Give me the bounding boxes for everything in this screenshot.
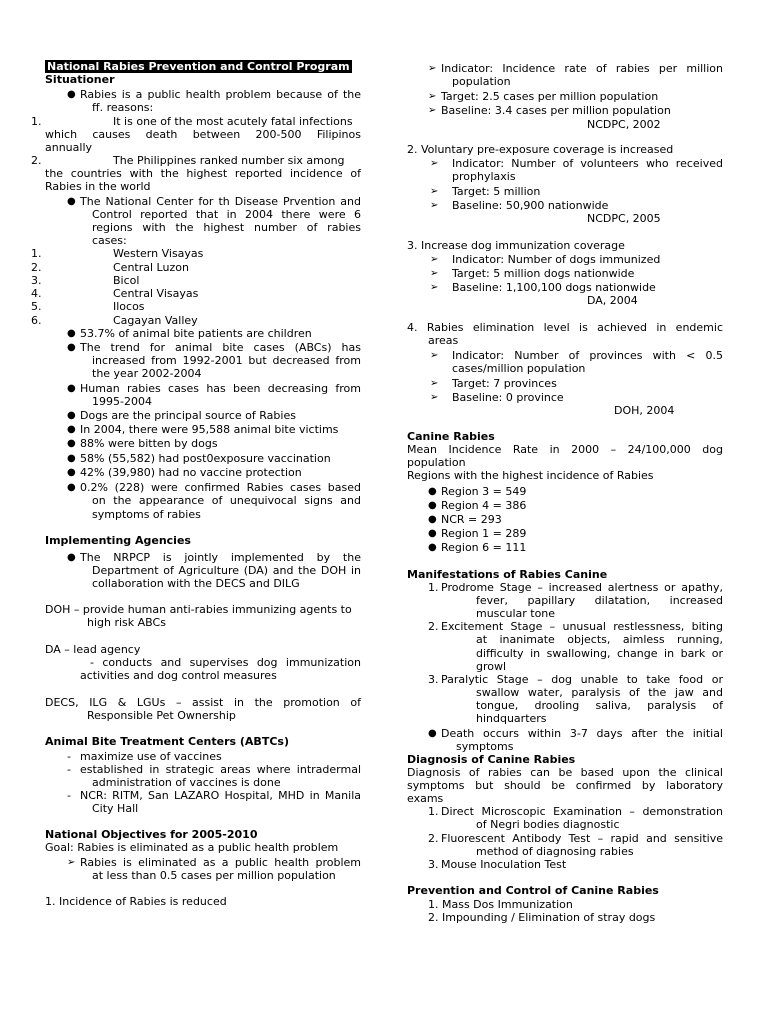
bullet-icon: ● [428, 486, 437, 497]
bullet-icon: ● [67, 342, 76, 353]
manifestation-line: swallow water, paralysis of the jaw and [476, 686, 723, 699]
manifestation-line: difficulty in swallowing, change in bark or [476, 647, 723, 660]
region-number: 4. [31, 287, 42, 300]
obj4-indicator-line: Indicator: Number of provinces with < 0.5 [452, 349, 723, 362]
arrow-bullet-icon: ➢ [430, 378, 439, 389]
situationer-item-line: The Philippines ranked number six among [113, 154, 345, 167]
doh-line: high risk ABCs [87, 616, 166, 629]
bullet-icon: ● [428, 542, 437, 553]
diagnosis-line: Mouse Inoculation Test [441, 858, 567, 871]
region-number: 2. [31, 261, 42, 274]
bullet-icon: ● [67, 552, 76, 563]
objectives-line: at less than 0.5 cases per million population [92, 869, 336, 882]
doh-line: DOH – provide human anti-rabies immunizing agents to [45, 603, 352, 616]
obj4-baseline: Baseline: 0 province [452, 391, 564, 404]
bullet-icon: ● [67, 89, 76, 100]
situationer-item-line: the countries with the highest reported incidence of [45, 167, 361, 180]
fact-line: increased from 1992-2001 but decreased from [92, 354, 361, 367]
situationer-intro-line: Rabies is a public health problem because of the [80, 88, 361, 101]
obj2-source: NCDPC, 2005 [587, 212, 661, 225]
abtc-heading: Animal Bite Treatment Centers (ABTCs) [45, 735, 289, 748]
fact-line: 58% (55,582) had post0exposure vaccination [80, 452, 331, 465]
abtc-line: NCR: RITM, San LAZARO Hospital, MHD in Manila [80, 789, 361, 802]
arrow-bullet-icon: ➢ [430, 200, 439, 211]
arrow-bullet-icon: ➢ [430, 158, 439, 169]
implementing-line: The NRPCP is jointly implemented by the [80, 551, 361, 564]
obj3-indicator: Indicator: Number of dogs immunized [452, 253, 661, 266]
arrow-bullet-icon: ➢ [428, 91, 437, 102]
canine-region-item: NCR = 293 [441, 513, 502, 526]
obj1-indicator-line: Indicator: Incidence rate of rabies per million [441, 62, 723, 75]
item-number: 2. [31, 154, 42, 167]
fact-line: symptoms of rabies [92, 508, 201, 521]
diagnosis-intro-line: symptoms but should be confirmed by laboratory [407, 779, 723, 792]
manifestations-heading: Manifestations of Rabies Canine [407, 568, 608, 581]
dash-marker: - [67, 763, 71, 776]
region-name: Central Visayas [113, 287, 199, 300]
fact-line: on the appearance of unequivocal signs and [92, 494, 361, 507]
canine-mean-line: Mean Incidence Rate in 2000 – 24/100,000 dog [407, 443, 723, 456]
objective-1-title: 1. Incidence of Rabies is reduced [45, 895, 227, 908]
arrow-bullet-icon: ➢ [430, 186, 439, 197]
death-line: Death occurs within 3-7 days after the initial [441, 727, 723, 740]
obj4-source: DOH, 2004 [614, 404, 675, 417]
situationer-item-line: annually [45, 141, 93, 154]
canine-region-item: Region 4 = 386 [441, 499, 527, 512]
obj2-target: Target: 5 million [452, 185, 541, 198]
canine-region-item: Region 3 = 549 [441, 485, 527, 498]
manifestation-line: tongue, drooling saliva, paralysis of [476, 699, 723, 712]
manifestation-line: growl [476, 660, 507, 673]
manifestation-line: Excitement Stage – unusual restlessness, biting [441, 620, 723, 633]
item-number: 1. [428, 805, 439, 818]
obj4-title-line: areas [428, 334, 459, 347]
item-number: 1. [428, 581, 439, 594]
ncdpc-line: The National Center for th Disease Prvention and [80, 195, 361, 208]
canine-mean-line: population [407, 456, 466, 469]
dash-marker: - [67, 750, 71, 763]
obj1-target: Target: 2.5 cases per million population [441, 90, 659, 103]
fact-line: 42% (39,980) had no vaccine protection [80, 466, 302, 479]
objectives-goal: Goal: Rabies is eliminated as a public health problem [45, 841, 339, 854]
fact-line: Human rabies cases has been decreasing from [80, 382, 361, 395]
arrow-bullet-icon: ➢ [428, 63, 437, 74]
prevention-item: 2. Impounding / Elimination of stray dogs [428, 911, 656, 924]
implementing-line: collaboration with the DECS and DILG [92, 577, 300, 590]
obj2-baseline: Baseline: 50,900 nationwide [452, 199, 609, 212]
ncdpc-line: regions with the highest number of rabies [92, 221, 361, 234]
item-number: 3. [428, 673, 439, 686]
abtc-line: established in strategic areas where intradermal [80, 763, 361, 776]
region-name: Bicol [113, 274, 140, 287]
diagnosis-line: Direct Microscopic Examination – demonstration [441, 805, 723, 818]
ncdpc-line: Control reported that in 2004 there were 6 [92, 208, 361, 221]
region-name: Central Luzon [113, 261, 189, 274]
da-line: activities and dog control measures [80, 669, 277, 682]
bullet-icon: ● [67, 467, 76, 478]
prevention-item: 1. Mass Dos Immunization [428, 898, 573, 911]
manifestation-line: at inanimate objects, aimless running, [476, 633, 723, 646]
obj3-baseline: Baseline: 1,100,100 dogs nationwide [452, 281, 656, 294]
obj1-source: NCDPC, 2002 [587, 118, 661, 131]
bullet-icon: ● [67, 453, 76, 464]
situationer-heading: Situationer [45, 73, 115, 86]
obj2-title: 2. Voluntary pre-exposure coverage is increased [407, 143, 674, 156]
bullet-icon: ● [428, 528, 437, 539]
region-number: 3. [31, 274, 42, 287]
situationer-item-line: which causes death between 200-500 Filipinos [45, 128, 361, 141]
obj2-indicator-line: prophylaxis [452, 170, 516, 183]
da-line: DA – lead agency [45, 643, 141, 656]
bullet-icon: ● [67, 328, 76, 339]
obj3-target: Target: 5 million dogs nationwide [452, 267, 635, 280]
region-name: Cagayan Valley [113, 314, 198, 327]
objectives-heading: National Objectives for 2005-2010 [45, 828, 258, 841]
objectives-line: Rabies is eliminated as a public health problem [80, 856, 361, 869]
bullet-icon: ● [428, 514, 437, 525]
arrow-bullet-icon: ➢ [430, 350, 439, 361]
canine-region-item: Region 6 = 111 [441, 541, 527, 554]
bullet-icon: ● [67, 482, 76, 493]
death-line: symptoms [456, 740, 514, 753]
bullet-icon: ● [67, 196, 76, 207]
situationer-item-line: Rabies in the world [45, 180, 151, 193]
fact-line: Dogs are the principal source of Rabies [80, 409, 296, 422]
diagnosis-line: method of diagnosing rabies [476, 845, 634, 858]
arrow-bullet-icon: ➢ [430, 254, 439, 265]
obj3-source: DA, 2004 [587, 294, 638, 307]
dash-marker: - [67, 789, 71, 802]
region-number: 1. [31, 247, 42, 260]
item-number: 2. [428, 620, 439, 633]
ncdpc-line: cases: [92, 234, 127, 247]
arrow-bullet-icon: ➢ [430, 392, 439, 403]
situationer-item-line: It is one of the most acutely fatal infections [113, 115, 353, 128]
item-number: 1. [31, 115, 42, 128]
diagnosis-intro-line: Diagnosis of rabies can be based upon the clinical [407, 766, 723, 779]
obj4-title-line: 4. Rabies elimination level is achieved in endemic [407, 321, 723, 334]
obj2-indicator-line: Indicator: Number of volunteers who received [452, 157, 723, 170]
implementing-line: Department of Agriculture (DA) and the DOH in [92, 564, 361, 577]
region-name: Ilocos [113, 300, 145, 313]
obj4-target: Target: 7 provinces [452, 377, 557, 390]
bullet-icon: ● [428, 500, 437, 511]
diagnosis-heading: Diagnosis of Canine Rabies [407, 753, 576, 766]
manifestation-line: muscular tone [476, 607, 556, 620]
region-name: Western Visayas [113, 247, 204, 260]
arrow-bullet-icon: ➢ [428, 105, 437, 116]
situationer-intro-line: ff. reasons: [92, 101, 154, 114]
item-number: 2. [428, 832, 439, 845]
manifestation-line: Paralytic Stage – dog unable to take food or [441, 673, 723, 686]
canine-regions-intro: Regions with the highest incidence of Rabies [407, 469, 654, 482]
arrow-bullet-icon: ➢ [430, 268, 439, 279]
region-number: 5. [31, 300, 42, 313]
prevention-heading: Prevention and Control of Canine Rabies [407, 884, 659, 897]
abtc-line: administration of vaccines is done [92, 776, 281, 789]
decs-line: Responsible Pet Ownership [87, 709, 236, 722]
implementing-heading: Implementing Agencies [45, 534, 191, 547]
canine-region-item: Region 1 = 289 [441, 527, 527, 540]
abtc-line: City Hall [92, 802, 139, 815]
obj1-baseline: Baseline: 3.4 cases per million population [441, 104, 671, 117]
arrow-bullet-icon: ➢ [67, 857, 76, 868]
da-line: - conducts and supervises dog immunization [90, 656, 361, 669]
fact-line: 1995-2004 [92, 395, 152, 408]
fact-line: In 2004, there were 95,588 animal bite victims [80, 423, 339, 436]
obj1-indicator-line: population [452, 75, 511, 88]
bullet-icon: ● [67, 383, 76, 394]
bullet-icon: ● [67, 410, 76, 421]
diagnosis-line: Fluorescent Antibody Test – rapid and sensitive [441, 832, 723, 845]
obj4-indicator-line: cases/million population [452, 362, 586, 375]
bullet-icon: ● [67, 438, 76, 449]
abtc-line: maximize use of vaccines [80, 750, 222, 763]
fact-line: 88% were bitten by dogs [80, 437, 218, 450]
fact-line: 53.7% of animal bite patients are children [80, 327, 312, 340]
manifestation-line: hindquarters [476, 712, 547, 725]
manifestation-line: Prodrome Stage – increased alertness or apathy, [441, 581, 723, 594]
fact-line: 0.2% (228) were confirmed Rabies cases based [80, 481, 361, 494]
arrow-bullet-icon: ➢ [430, 282, 439, 293]
manifestation-line: fever, papillary dilatation, increased [476, 594, 723, 607]
bullet-icon: ● [67, 424, 76, 435]
item-number: 3. [428, 858, 439, 871]
bullet-icon: ● [428, 728, 437, 739]
diagnosis-line: of Negri bodies diagnostic [476, 818, 620, 831]
diagnosis-intro-line: exams [407, 792, 444, 805]
decs-line: DECS, ILG & LGUs – assist in the promotion of [45, 696, 361, 709]
document-title: National Rabies Prevention and Control Program [47, 60, 350, 73]
region-number: 6. [31, 314, 42, 327]
fact-line: the year 2002-2004 [92, 367, 202, 380]
fact-line: The trend for animal bite cases (ABCs) has [80, 341, 361, 354]
canine-rabies-heading: Canine Rabies [407, 430, 495, 443]
obj3-title: 3. Increase dog immunization coverage [407, 239, 625, 252]
